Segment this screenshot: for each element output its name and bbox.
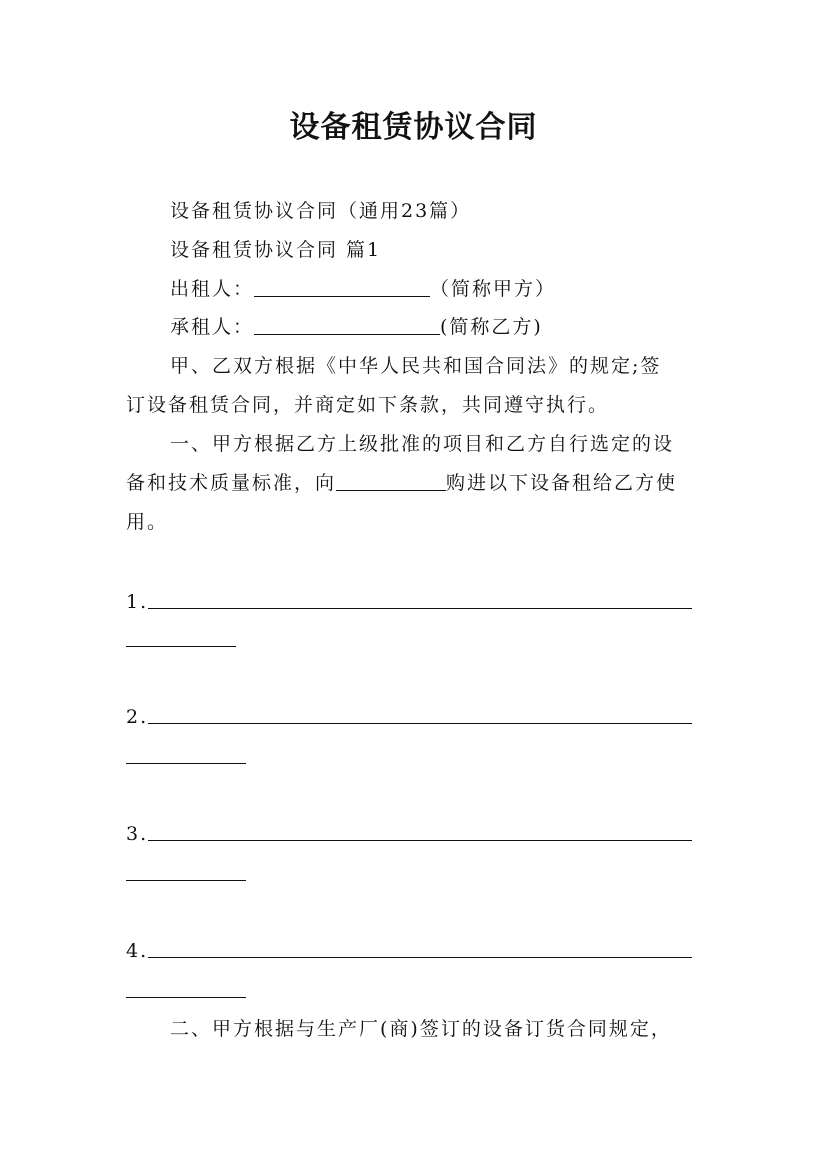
clause1-line-1: 一、甲方根据乙方上级批准的项目和乙方自行选定的设	[170, 433, 675, 455]
lessor-suffix: （简称甲方）	[430, 278, 557, 300]
lessee-line	[170, 313, 543, 341]
intro-line-1: 甲、乙双方根据《中华人民共和国合同法》的规定;签	[170, 355, 662, 377]
item-4-label: 4.	[126, 940, 149, 962]
item-2-line	[148, 722, 692, 724]
document-title: 设备租赁协议合同	[289, 110, 538, 145]
item-2-line-cont	[126, 762, 246, 764]
section-heading: 设备租赁协议合同 篇1	[170, 239, 382, 261]
lessee-label: 承租人：	[170, 316, 255, 338]
clause2-line-1: 二、甲方根据与生产厂(商)签订的设备订货合同规定，	[170, 1018, 672, 1040]
item-2-label: 2.	[126, 706, 149, 728]
clause1-line-3: 用。	[126, 511, 169, 533]
clause1-line-2-post: 购进以下设备租给乙方使	[446, 472, 678, 494]
lessor-blank	[254, 278, 430, 297]
clause1-line-2	[126, 469, 677, 497]
item-4-line-cont	[126, 996, 246, 998]
clause1-line-2-pre: 备和技术质量标准，向	[126, 472, 337, 494]
item-3-line-cont	[126, 879, 246, 881]
lessor-line	[170, 275, 556, 303]
item-3-line	[148, 839, 692, 841]
lessee-blank	[254, 316, 440, 335]
intro-line-2: 订设备租赁合同，并商定如下条款，共同遵守执行。	[126, 394, 610, 416]
item-1-line	[148, 607, 692, 609]
item-4-line	[148, 956, 692, 958]
supplier-blank	[336, 472, 446, 491]
lessor-label: 出租人：	[170, 278, 255, 300]
subtitle: 设备租赁协议合同（通用23篇）	[170, 200, 472, 222]
item-1-line-cont	[126, 645, 236, 647]
lessee-suffix: (简称乙方)	[440, 316, 543, 338]
item-1-label: 1.	[126, 591, 149, 613]
item-3-label: 3.	[126, 823, 149, 845]
